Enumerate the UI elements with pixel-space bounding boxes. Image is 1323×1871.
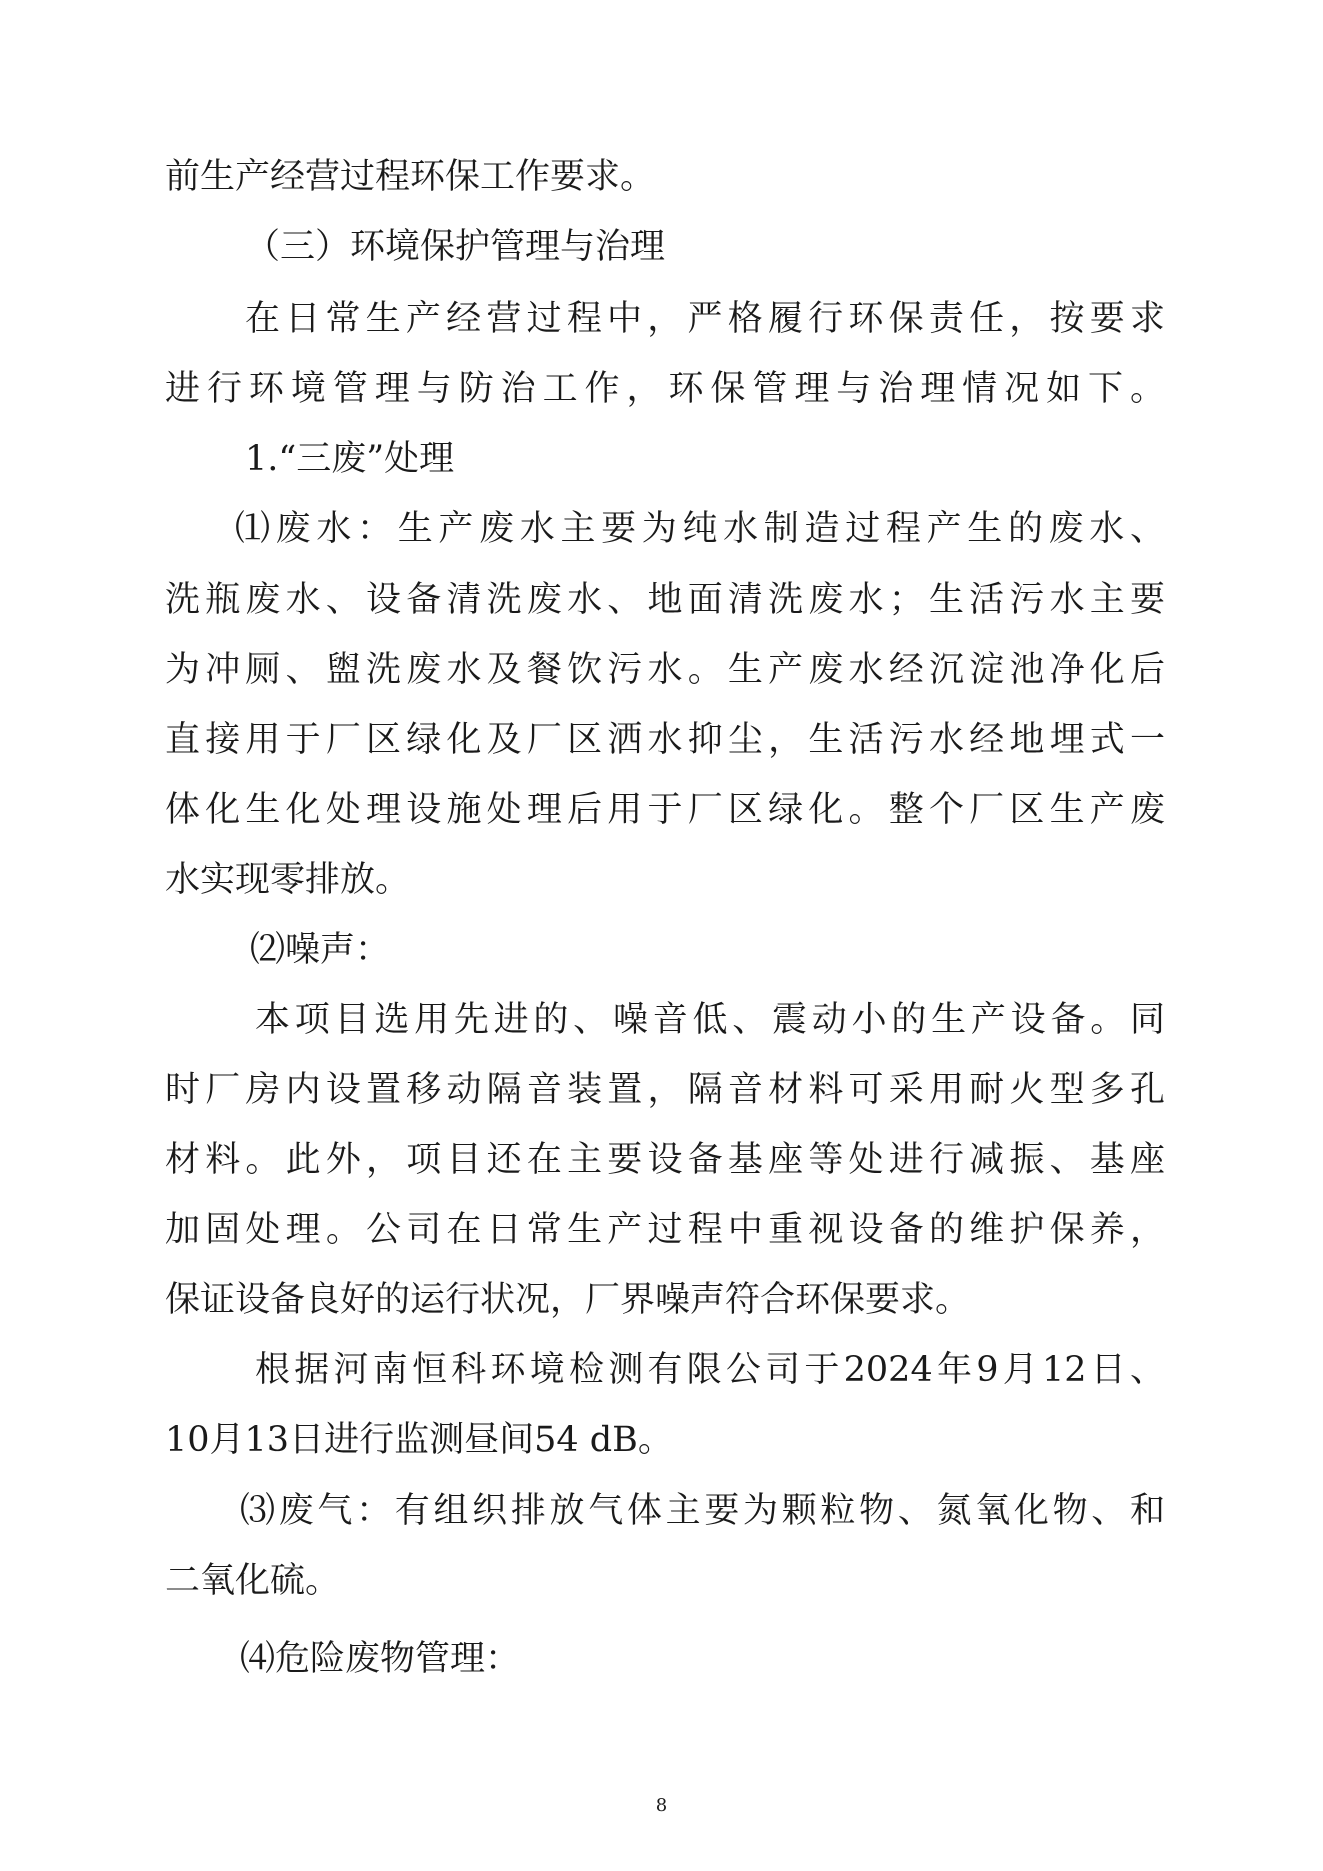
paragraph-line: 加固处理。公司在日常生产过程中重视设备的维护保养， bbox=[165, 1210, 1165, 1250]
paragraph-line: 进行环境管理与防治工作，环保管理与治理情况如下。 bbox=[165, 369, 1165, 409]
paragraph-line: 材料。此外，项目还在主要设备基座等处进行减振、基座 bbox=[165, 1140, 1165, 1180]
section-heading: （三）环境保护管理与治理 bbox=[245, 227, 666, 267]
paragraph-line: 在日常生产经营过程中，严格履行环保责任，按要求 bbox=[245, 299, 1165, 339]
paragraph-line: 本项目选用先进的、噪音低、震动小的生产设备。同 bbox=[255, 1000, 1165, 1040]
paragraph-line: ⑴废水：生产废水主要为纯水制造过程产生的废水、 bbox=[235, 509, 1165, 549]
paragraph-line: 二氧化硫。 bbox=[165, 1561, 341, 1601]
paragraph-line: 直接用于厂区绿化及厂区洒水抑尘，生活污水经地埋式一 bbox=[165, 720, 1165, 760]
paragraph-line: 10月13日进行监测昼间54 dB。 bbox=[165, 1420, 673, 1460]
subsection-heading: ⑵噪声： bbox=[250, 930, 391, 970]
paragraph-line: 为冲厕、盥洗废水及餐饮污水。生产废水经沉淀池净化后 bbox=[165, 650, 1165, 690]
paragraph-line: 时厂房内设置移动隔音装置，隔音材料可采用耐火型多孔 bbox=[165, 1070, 1165, 1110]
subsection-heading: 1.“三废”处理 bbox=[245, 439, 455, 479]
paragraph-line: 前生产经营过程环保工作要求。 bbox=[165, 157, 656, 197]
paragraph-line: ⑶废气：有组织排放气体主要为颗粒物、氮氧化物、和 bbox=[240, 1491, 1165, 1531]
paragraph-line: 水实现零排放。 bbox=[165, 860, 411, 900]
subsection-heading: ⑷危险废物管理： bbox=[240, 1639, 521, 1679]
paragraph-line: 洗瓶废水、设备清洗废水、地面清洗废水；生活污水主要 bbox=[165, 580, 1165, 620]
paragraph-line: 体化生化处理设施处理后用于厂区绿化。整个厂区生产废 bbox=[165, 790, 1165, 830]
paragraph-line: 保证设备良好的运行状况，厂界噪声符合环保要求。 bbox=[165, 1280, 971, 1320]
paragraph-line: 根据河南恒科环境检测有限公司于2024年9月12日、 bbox=[255, 1350, 1165, 1390]
page-number: 8 bbox=[655, 1795, 668, 1816]
